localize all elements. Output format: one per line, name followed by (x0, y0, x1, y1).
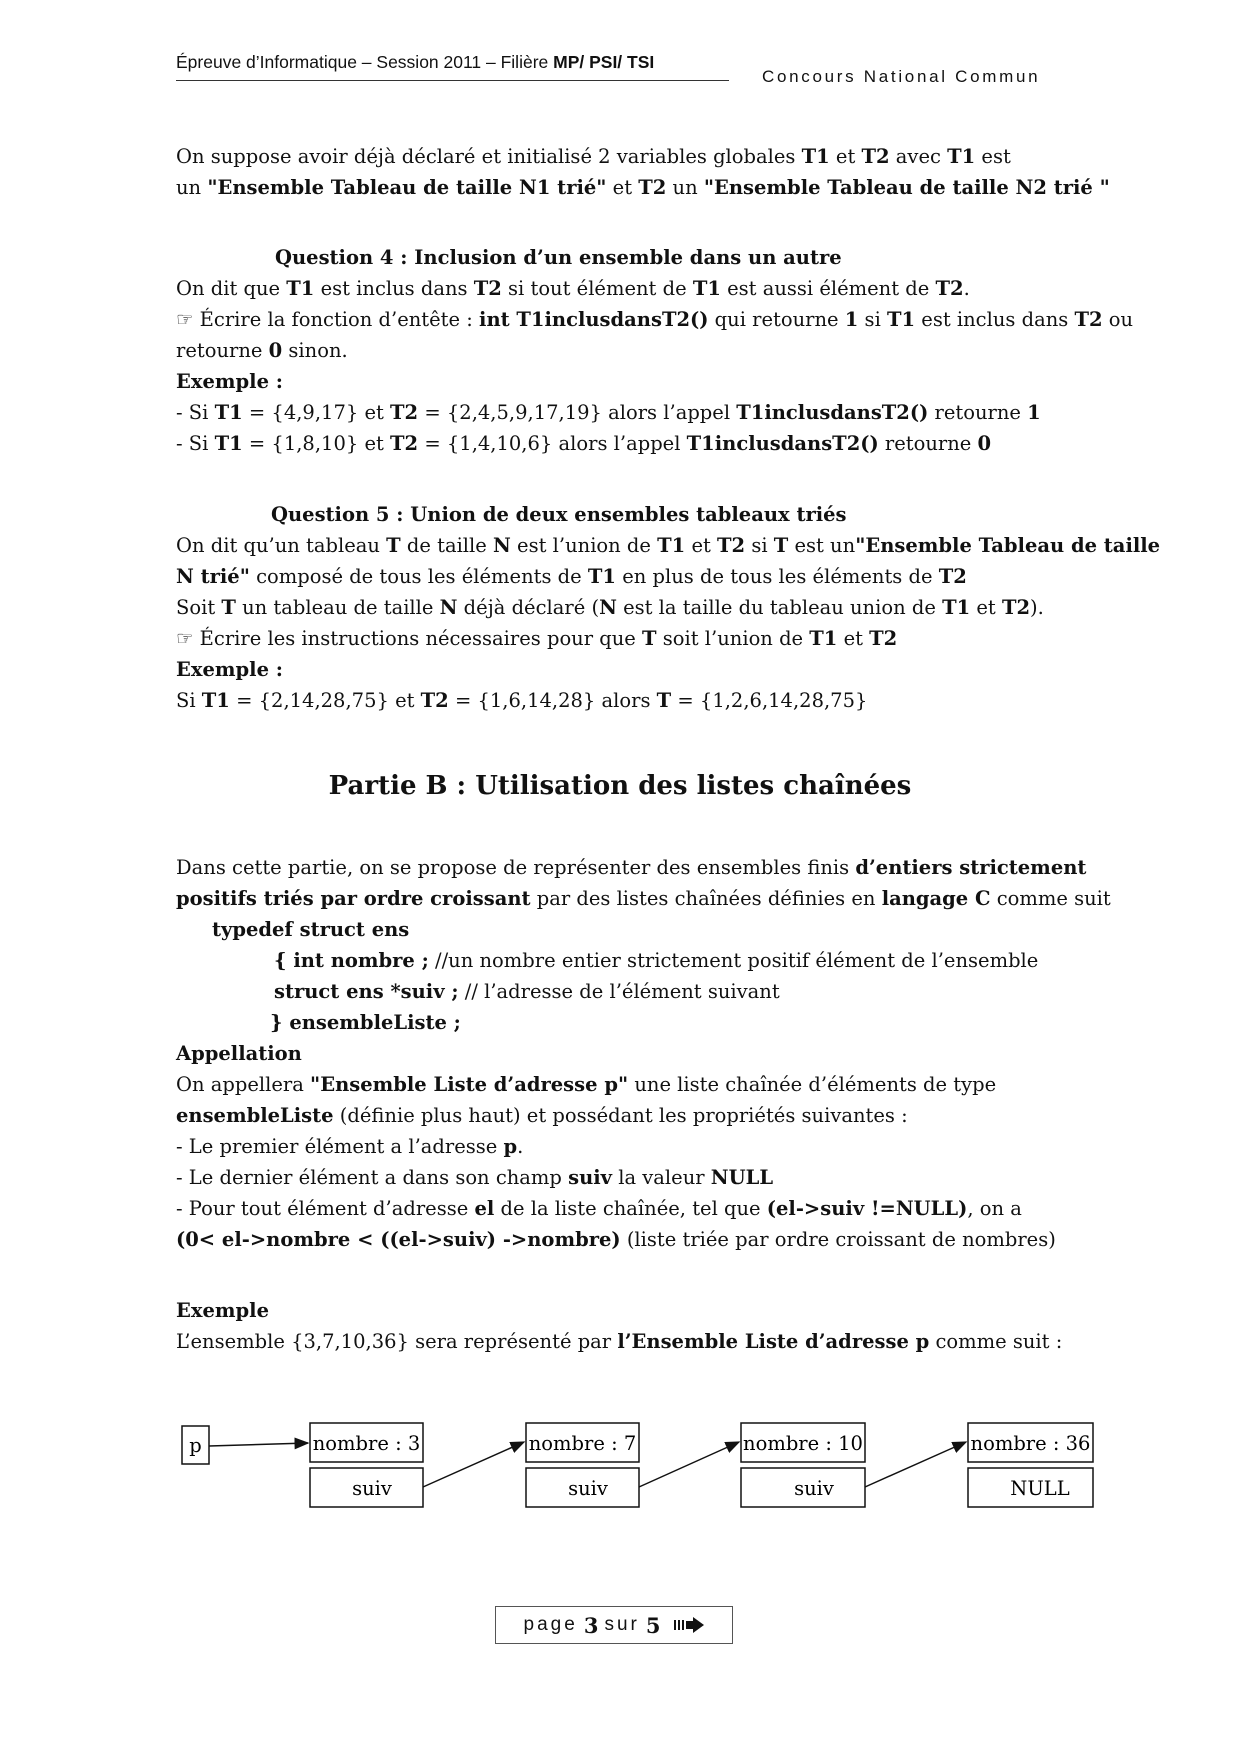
q5-example-label: Exemple : (176, 658, 283, 681)
node-3-suiv: suiv (794, 1477, 834, 1500)
page-footer (495, 1606, 733, 1644)
appellation-line-2: ensembleListe (définie plus haut) et possédant les propriétés suivantes : (176, 1104, 908, 1127)
appellation-heading: Appellation (176, 1042, 302, 1065)
question-5-title: Question 5 : Union de deux ensembles tableaux triés (271, 503, 847, 526)
list-node-4 (968, 1423, 1093, 1507)
q5-line-1: On dit qu’un tableau T de taille N est l’union de T1 et T2 si T est un"Ensemble Tableau de taille (176, 534, 1161, 557)
q4-example-2: - Si T1 = {1,8,10} et T2 = {1,4,10,6} alors l’appel T1inclusdansT2() retourne 0 (176, 432, 992, 455)
code-field-nombre: { int nombre ; //un nombre entier strictement positif élément de l’ensemble (274, 949, 1039, 972)
footer-page-number: 3 (583, 1612, 599, 1638)
code-field-suiv: struct ens *suiv ; // l’adresse de l’élément suivant (274, 980, 780, 1003)
page-header-right: Concours National Commun (762, 67, 1041, 86)
question-4-title: Question 4 : Inclusion d’un ensemble dans un autre (275, 246, 842, 269)
property-first: - Le premier élément a l’adresse p. (176, 1135, 524, 1158)
pointer-p-label: p (189, 1434, 202, 1457)
link-arrow-2 (639, 1442, 739, 1487)
link-arrow-3 (865, 1442, 966, 1487)
q5-example: Si T1 = {2,14,28,75} et T2 = {1,6,14,28} alors T = {1,2,6,14,28,75} (176, 689, 868, 712)
q4-line-2: ☞ Écrire la fonction d’entête : int T1inclusdansT2() qui retourne 1 si T1 est inclus dans T2 ou (176, 308, 1134, 331)
right-arrow-icon (674, 1617, 704, 1633)
intro-line-2: un "Ensemble Tableau de taille N1 trié" et T2 un "Ensemble Tableau de taille N2 trié " (176, 176, 1110, 199)
node-2-suiv: suiv (568, 1477, 608, 1500)
pointer-arrow (209, 1443, 308, 1446)
code-typedef: typedef struct ens (212, 918, 410, 941)
intro-line-1: On suppose avoir déjà déclaré et initialisé 2 variables globales T1 et T2 avec T1 est (176, 145, 1011, 168)
node-3-nombre: nombre : 10 (743, 1432, 863, 1455)
list-node-2 (526, 1423, 639, 1507)
footer-total-pages: 5 (645, 1612, 661, 1638)
footer-sur-word: sur (604, 1614, 640, 1635)
partb-example-text: L’ensemble {3,7,10,36} sera représenté par l’Ensemble Liste d’adresse p comme suit : (176, 1330, 1063, 1353)
list-node-3 (741, 1423, 865, 1507)
link-arrow-1 (423, 1442, 524, 1487)
q4-line-1: On dit que T1 est inclus dans T2 si tout élément de T1 est aussi élément de T2. (176, 277, 970, 300)
q4-line-3: retourne 0 sinon. (176, 339, 348, 362)
node-2-nombre: nombre : 7 (528, 1432, 637, 1455)
property-order-line-1: - Pour tout élément d’adresse el de la liste chaînée, tel que (el->suiv !=NULL), on a (176, 1197, 1022, 1220)
q4-example-1: - Si T1 = {4,9,17} et T2 = {2,4,5,9,17,19} alors l’appel T1inclusdansT2() retourne 1 (176, 401, 1041, 424)
node-4-null: NULL (1010, 1477, 1070, 1500)
node-4-nombre: nombre : 36 (970, 1432, 1091, 1455)
property-order-line-2: (0< el->nombre < ((el->suiv) ->nombre) (liste triée par ordre croissant de nombres) (176, 1228, 1056, 1251)
footer-page-word: page (523, 1614, 578, 1635)
node-1-suiv: suiv (352, 1477, 392, 1500)
partb-para-line-1: Dans cette partie, on se propose de représenter des ensembles finis d’entiers strictement (176, 856, 1087, 879)
node-1-nombre: nombre : 3 (312, 1432, 421, 1455)
header-text: Épreuve d’Informatique – Session 2011 – Filière (176, 52, 554, 72)
header-filiere: MP/ PSI/ TSI (553, 52, 655, 72)
q4-example-label: Exemple : (176, 370, 283, 393)
property-last: - Le dernier élément a dans son champ suiv la valeur NULL (176, 1166, 774, 1189)
list-node-1 (310, 1423, 423, 1507)
partb-example-label: Exemple (176, 1299, 269, 1322)
q5-line-2: N trié" composé de tous les éléments de T1 en plus de tous les éléments de T2 (176, 565, 967, 588)
q5-line-3: Soit T un tableau de taille N déjà déclaré (N est la taille du tableau union de T1 et T2). (176, 596, 1044, 619)
q5-line-4: ☞ Écrire les instructions nécessaires pour que T soit l’union de T1 et T2 (176, 627, 898, 650)
partb-para-line-2: positifs triés par ordre croissant par des listes chaînées définies en langage C comme suit (176, 887, 1111, 910)
partie-b-title: Partie B : Utilisation des listes chaînées (328, 771, 912, 801)
code-struct-name: } ensembleListe ; (270, 1011, 461, 1034)
appellation-line-1: On appellera "Ensemble Liste d’adresse p" une liste chaînée d’éléments de type (176, 1073, 997, 1096)
